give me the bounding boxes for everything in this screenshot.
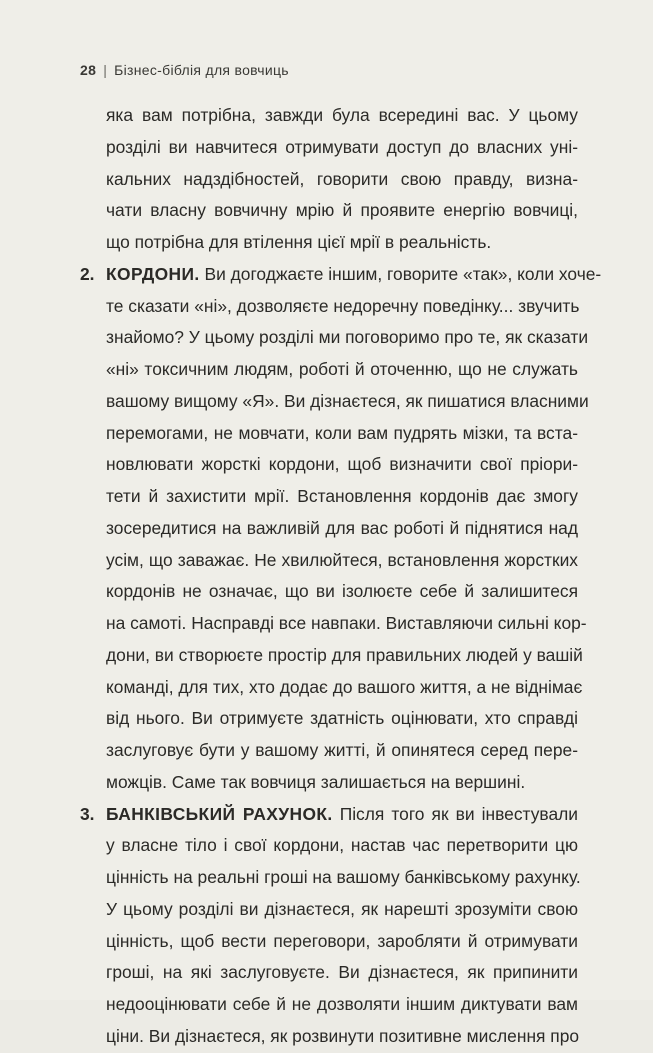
text-line: новлювати жорсткі кордони, щоб визначити свої пріори- (106, 454, 578, 475)
text-line: розділі ви навчитеся отримувати доступ до власних уні- (106, 136, 578, 157)
text-line: ціни. Ви дізнаєтеся, як розвинути позитивне мислення про (106, 1025, 580, 1046)
text-line: від нього. Ви отримуєте здатність оцінювати, хто справді (106, 708, 578, 729)
list-item-boundaries (80, 259, 602, 799)
text-line: кальних надздібностей, говорити свою правду, визна- (106, 168, 578, 189)
text-fragment: Після того як ви інвестували (332, 803, 578, 824)
text-line: гроші, на які заслуговуєте. Ви дізнаєтеся, як припинити (106, 962, 578, 983)
text-line: яка вам потрібна, завжди була всередині вас. У цьому (106, 105, 578, 125)
book-title: Бізнес-біблія для вовчиць (114, 62, 289, 78)
list-item-first-line (80, 799, 578, 831)
text-line: кордонів не означає, що ви ізолюєте себе й залишитеся (106, 581, 578, 602)
text-line: усім, що заважає. Не хвилюйтеся, встановлення жорстких (106, 549, 578, 570)
text-line: знайомо? У цьому розділі ми поговоримо про те, як сказати (106, 327, 589, 348)
list-item-bank-account (80, 799, 581, 1053)
page-number: 28 (80, 62, 97, 78)
text-line: тети й захистити мрії. Встановлення кордонів дає змогу (106, 486, 578, 506)
text-line: перемогами, не мовчати, коли вам пудрять мізки, та вста- (106, 422, 578, 443)
text-line: вашому вищому «Я». Ви дізнаєтеся, як пишатися власними (106, 390, 589, 411)
text-line: цінність на реальні гроші на вашому банківському рахунку. (106, 867, 581, 887)
running-header (80, 62, 289, 78)
list-item-lead (106, 259, 601, 291)
page-body (80, 100, 602, 1053)
text-line: У цьому розділі ви дізнаєтеся, як нарешті зрозуміти свою (106, 898, 578, 919)
list-item-lead (106, 799, 578, 831)
text-line: «ні» токсичним людям, роботі й оточенню, що не служать (106, 359, 578, 379)
text-line: можців. Саме так вовчиця залишається на вершині. (106, 771, 526, 792)
header-separator: | (103, 62, 108, 78)
list-item-term: БАНКІВСЬКИЙ РАХУНОК. (106, 803, 333, 824)
text-line: чати власну вовчичну мрію й проявите енергію вовчиці, (106, 200, 578, 221)
intro-paragraph (80, 100, 578, 259)
text-line: команді, для тих, хто додає до вашого життя, а не віднімає (106, 676, 583, 697)
text-line: зосередитися на важливій для вас роботі й піднятися над (106, 517, 578, 538)
text-line: недооцінювати себе й не дозволяти іншим диктувати вам (106, 994, 578, 1014)
text-fragment: Ви догоджаєте іншим, говорите «так», коли хоче- (199, 263, 602, 284)
text-line: що потрібна для втілення цієї мрії в реальність. (106, 232, 492, 252)
text-line: цінність, щоб вести переговори, заробляти й отримувати (106, 930, 578, 951)
text-line: дони, ви створюєте простір для правильних людей у вашій (106, 644, 583, 665)
text-line: заслуговує бути у вашому житті, й опинятеся серед пере- (106, 740, 578, 760)
text-line: у власне тіло і свої кордони, настав час перетворити цю (106, 835, 578, 856)
list-item-first-line (80, 259, 602, 291)
text-line: на самоті. Насправді все навпаки. Виставляючи сильні кор- (106, 613, 587, 633)
text-line: те сказати «ні», дозволяєте недоречну поведінку... звучить (106, 295, 580, 316)
list-item-number: 2. (80, 263, 95, 284)
list-item-term: КОРДОНИ. (106, 263, 200, 284)
list-item-number: 3. (80, 803, 95, 824)
